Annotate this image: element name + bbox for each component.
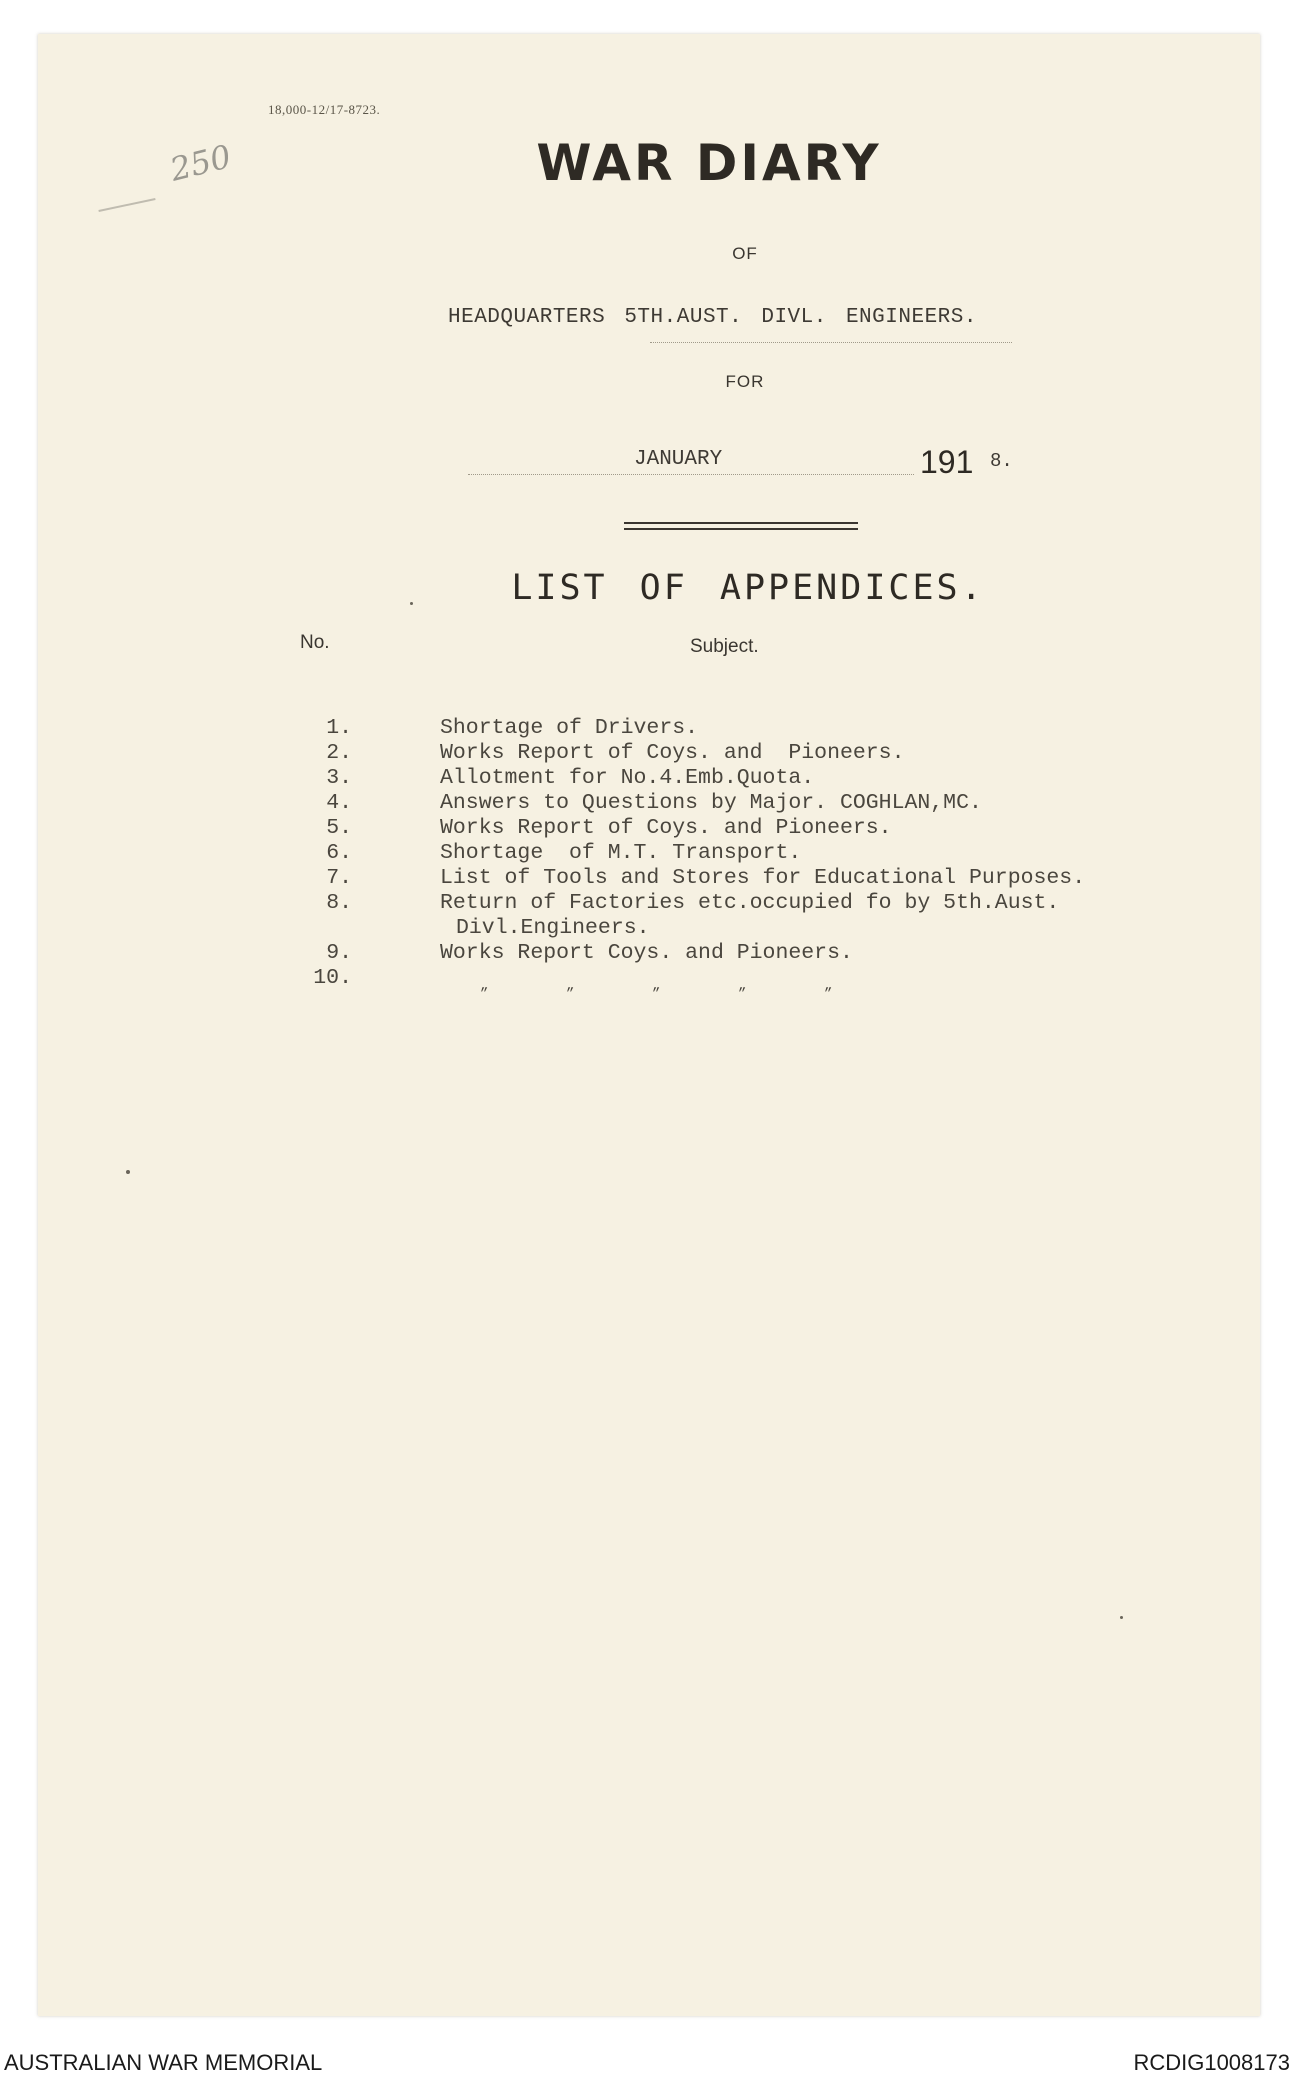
appendix-row xyxy=(294,816,1254,841)
appendix-subject: Works Report of Coys. and Pioneers. xyxy=(440,816,892,840)
appendix-number: 2. xyxy=(326,741,352,765)
year-prefix: 191 xyxy=(920,444,974,480)
pencil-page-number: 250 xyxy=(166,137,235,189)
unit-dotted-line xyxy=(650,342,1012,343)
ditto-mark: „ xyxy=(566,978,575,994)
paper-speck xyxy=(1120,1616,1123,1619)
unit-name: HEADQUARTERS 5TH.AUST. DIVL. ENGINEERS. xyxy=(448,306,977,329)
appendix-row xyxy=(294,866,1254,891)
column-header-no: No. xyxy=(300,632,330,653)
print-code: 18,000-12/17-8723. xyxy=(268,102,381,117)
appendix-number: 7. xyxy=(326,866,352,890)
appendix-list xyxy=(294,716,1254,994)
ditto-mark: „ xyxy=(480,978,489,994)
appendix-row xyxy=(294,766,1254,791)
for-label: FOR xyxy=(725,372,765,391)
pencil-mark xyxy=(98,198,155,212)
appendix-subject: Works Report of Coys. and Pioneers. xyxy=(440,741,905,765)
appendices-heading: LIST OF APPENDICES. xyxy=(511,568,985,608)
paper-speck xyxy=(410,602,413,605)
page-title: WAR DIARY xyxy=(536,134,882,192)
appendix-subject: Works Report Coys. and Pioneers. xyxy=(440,941,853,965)
appendix-number: 8. xyxy=(326,891,352,915)
appendix-row xyxy=(294,941,1254,966)
appendix-number: 3. xyxy=(326,766,352,790)
diary-page xyxy=(38,34,1260,2016)
appendix-subject: List of Tools and Stores for Educational Purposes. xyxy=(440,866,1086,890)
paper-speck xyxy=(126,1170,130,1174)
appendix-number: 1. xyxy=(326,716,352,740)
appendix-row xyxy=(294,841,1254,866)
appendix-subject: Shortage of Drivers. xyxy=(440,716,699,740)
ditto-mark: „ xyxy=(738,978,747,994)
ditto-mark: „ xyxy=(824,978,833,994)
appendix-row xyxy=(294,716,1254,741)
ditto-mark: „ xyxy=(652,978,661,994)
appendix-subject xyxy=(440,891,1059,941)
appendix-number: 6. xyxy=(326,841,352,865)
appendix-subject: Answers to Questions by Major. COGHLAN,MC. xyxy=(440,791,982,815)
appendix-number: 9. xyxy=(326,941,352,965)
appendix-subject-line: Return of Factories etc.occupied fo by 5th.Aust. xyxy=(440,891,1060,915)
appendix-number: 10. xyxy=(313,966,352,990)
appendix-row xyxy=(294,966,1254,994)
appendix-subject-ditto xyxy=(440,966,910,999)
year-suffix: 8. xyxy=(990,450,1013,472)
appendix-subject-continuation: Divl.Engineers. xyxy=(456,916,650,940)
appendix-subject: Shortage of M.T. Transport. xyxy=(440,841,802,865)
column-header-subject: Subject. xyxy=(690,636,759,657)
appendix-number: 5. xyxy=(326,816,352,840)
appendix-number: 4. xyxy=(326,791,352,815)
of-label: OF xyxy=(732,244,758,263)
month-dotted-line xyxy=(468,474,914,475)
appendix-subject: Allotment for No.4.Emb.Quota. xyxy=(440,766,815,790)
appendix-row xyxy=(294,741,1254,766)
appendix-row xyxy=(294,891,1254,941)
double-rule-divider xyxy=(624,522,858,530)
footer-image-id: RCDIG1008173 xyxy=(1133,2050,1290,2075)
footer-source: AUSTRALIAN WAR MEMORIAL xyxy=(4,2050,323,2075)
appendix-row xyxy=(294,791,1254,816)
month-value: JANUARY xyxy=(634,448,723,471)
